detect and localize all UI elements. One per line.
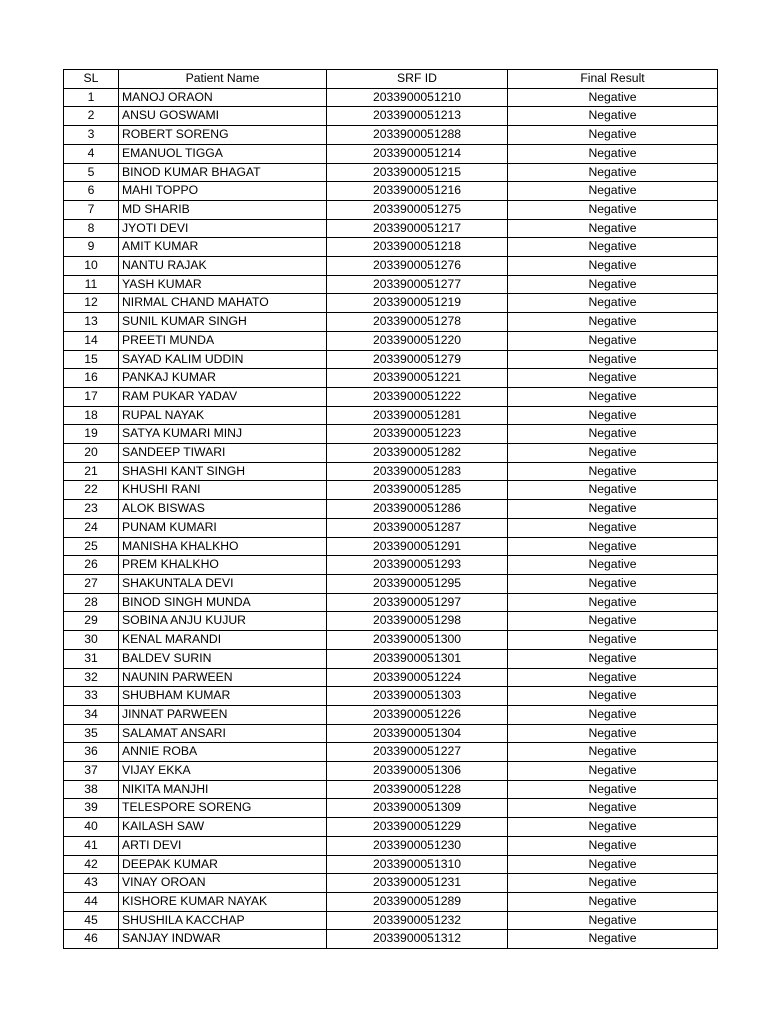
cell-sl: 25 — [64, 537, 119, 556]
table-row — [64, 126, 718, 145]
table-header — [64, 70, 718, 89]
cell-srf-id: 2033900051300 — [327, 631, 508, 650]
cell-patient-name: NANTU RAJAK — [119, 257, 327, 276]
cell-final-result: Negative — [508, 855, 718, 874]
cell-final-result: Negative — [508, 406, 718, 425]
cell-srf-id: 2033900051306 — [327, 762, 508, 781]
table-row — [64, 612, 718, 631]
cell-srf-id: 2033900051229 — [327, 818, 508, 837]
table-row — [64, 425, 718, 444]
cell-srf-id: 2033900051220 — [327, 331, 508, 350]
cell-srf-id: 2033900051286 — [327, 500, 508, 519]
cell-srf-id: 2033900051282 — [327, 444, 508, 463]
table-row — [64, 481, 718, 500]
cell-sl: 36 — [64, 743, 119, 762]
cell-srf-id: 2033900051283 — [327, 462, 508, 481]
cell-final-result: Negative — [508, 144, 718, 163]
cell-srf-id: 2033900051224 — [327, 668, 508, 687]
cell-final-result: Negative — [508, 631, 718, 650]
cell-final-result: Negative — [508, 350, 718, 369]
cell-srf-id: 2033900051232 — [327, 911, 508, 930]
cell-patient-name: MAHI TOPPO — [119, 182, 327, 201]
cell-sl: 8 — [64, 219, 119, 238]
cell-patient-name: PREETI MUNDA — [119, 331, 327, 350]
cell-sl: 17 — [64, 387, 119, 406]
cell-sl: 18 — [64, 406, 119, 425]
cell-patient-name: RAM PUKAR YADAV — [119, 387, 327, 406]
cell-srf-id: 2033900051277 — [327, 275, 508, 294]
cell-srf-id: 2033900051298 — [327, 612, 508, 631]
header-sl: SL — [64, 70, 119, 89]
cell-patient-name: KAILASH SAW — [119, 818, 327, 837]
cell-sl: 34 — [64, 705, 119, 724]
cell-patient-name: SOBINA ANJU KUJUR — [119, 612, 327, 631]
cell-srf-id: 2033900051303 — [327, 687, 508, 706]
table-row — [64, 874, 718, 893]
table-row — [64, 219, 718, 238]
cell-patient-name: DEEPAK KUMAR — [119, 855, 327, 874]
cell-patient-name: PUNAM KUMARI — [119, 518, 327, 537]
cell-patient-name: BINOD KUMAR BHAGAT — [119, 163, 327, 182]
cell-sl: 22 — [64, 481, 119, 500]
cell-patient-name: AMIT KUMAR — [119, 238, 327, 257]
table-row — [64, 799, 718, 818]
cell-srf-id: 2033900051210 — [327, 88, 508, 107]
cell-patient-name: VIJAY EKKA — [119, 762, 327, 781]
cell-srf-id: 2033900051223 — [327, 425, 508, 444]
cell-srf-id: 2033900051278 — [327, 313, 508, 332]
cell-patient-name: KHUSHI RANI — [119, 481, 327, 500]
cell-sl: 46 — [64, 930, 119, 949]
cell-patient-name: SALAMAT ANSARI — [119, 724, 327, 743]
table-row — [64, 200, 718, 219]
table-row — [64, 668, 718, 687]
cell-final-result: Negative — [508, 705, 718, 724]
cell-patient-name: BINOD SINGH MUNDA — [119, 593, 327, 612]
cell-final-result: Negative — [508, 874, 718, 893]
cell-final-result: Negative — [508, 481, 718, 500]
result-table — [63, 69, 718, 949]
cell-srf-id: 2033900051218 — [327, 238, 508, 257]
table-row — [64, 818, 718, 837]
cell-patient-name: ANNIE ROBA — [119, 743, 327, 762]
cell-sl: 19 — [64, 425, 119, 444]
cell-sl: 2 — [64, 107, 119, 126]
cell-patient-name: KENAL MARANDI — [119, 631, 327, 650]
cell-final-result: Negative — [508, 462, 718, 481]
table-row — [64, 518, 718, 537]
table-row — [64, 88, 718, 107]
table-row — [64, 182, 718, 201]
cell-patient-name: ARTI DEVI — [119, 836, 327, 855]
cell-sl: 42 — [64, 855, 119, 874]
cell-sl: 4 — [64, 144, 119, 163]
cell-patient-name: SAYAD KALIM UDDIN — [119, 350, 327, 369]
cell-sl: 3 — [64, 126, 119, 145]
cell-sl: 6 — [64, 182, 119, 201]
cell-sl: 15 — [64, 350, 119, 369]
cell-patient-name: ALOK BISWAS — [119, 500, 327, 519]
cell-srf-id: 2033900051291 — [327, 537, 508, 556]
cell-srf-id: 2033900051221 — [327, 369, 508, 388]
cell-sl: 35 — [64, 724, 119, 743]
cell-sl: 29 — [64, 612, 119, 631]
cell-srf-id: 2033900051289 — [327, 892, 508, 911]
cell-patient-name: KISHORE KUMAR NAYAK — [119, 892, 327, 911]
cell-sl: 43 — [64, 874, 119, 893]
table-row — [64, 350, 718, 369]
table-row — [64, 257, 718, 276]
cell-srf-id: 2033900051310 — [327, 855, 508, 874]
cell-srf-id: 2033900051301 — [327, 649, 508, 668]
cell-patient-name: MD SHARIB — [119, 200, 327, 219]
table-row — [64, 500, 718, 519]
cell-srf-id: 2033900051219 — [327, 294, 508, 313]
table-row — [64, 238, 718, 257]
cell-sl: 37 — [64, 762, 119, 781]
cell-srf-id: 2033900051295 — [327, 574, 508, 593]
table-row — [64, 649, 718, 668]
table-row — [64, 275, 718, 294]
table-row — [64, 462, 718, 481]
table-body — [64, 88, 718, 948]
cell-final-result: Negative — [508, 275, 718, 294]
cell-patient-name: SATYA KUMARI MINJ — [119, 425, 327, 444]
cell-final-result: Negative — [508, 574, 718, 593]
cell-sl: 30 — [64, 631, 119, 650]
table-row — [64, 724, 718, 743]
cell-patient-name: NAUNIN PARWEEN — [119, 668, 327, 687]
cell-final-result: Negative — [508, 892, 718, 911]
cell-srf-id: 2033900051312 — [327, 930, 508, 949]
cell-final-result: Negative — [508, 780, 718, 799]
table-row — [64, 406, 718, 425]
header-final-result: Final Result — [508, 70, 718, 89]
cell-sl: 10 — [64, 257, 119, 276]
cell-final-result: Negative — [508, 313, 718, 332]
table-row — [64, 780, 718, 799]
cell-final-result: Negative — [508, 182, 718, 201]
cell-final-result: Negative — [508, 649, 718, 668]
cell-srf-id: 2033900051288 — [327, 126, 508, 145]
cell-final-result: Negative — [508, 724, 718, 743]
table-row — [64, 705, 718, 724]
cell-patient-name: MANISHA KHALKHO — [119, 537, 327, 556]
cell-srf-id: 2033900051228 — [327, 780, 508, 799]
cell-sl: 5 — [64, 163, 119, 182]
cell-patient-name: SUNIL KUMAR SINGH — [119, 313, 327, 332]
cell-sl: 27 — [64, 574, 119, 593]
cell-final-result: Negative — [508, 444, 718, 463]
cell-final-result: Negative — [508, 294, 718, 313]
cell-srf-id: 2033900051293 — [327, 556, 508, 575]
cell-srf-id: 2033900051213 — [327, 107, 508, 126]
cell-srf-id: 2033900051226 — [327, 705, 508, 724]
cell-final-result: Negative — [508, 518, 718, 537]
cell-srf-id: 2033900051214 — [327, 144, 508, 163]
cell-patient-name: SHASHI KANT SINGH — [119, 462, 327, 481]
cell-srf-id: 2033900051222 — [327, 387, 508, 406]
cell-final-result: Negative — [508, 836, 718, 855]
cell-sl: 28 — [64, 593, 119, 612]
cell-final-result: Negative — [508, 219, 718, 238]
cell-sl: 11 — [64, 275, 119, 294]
cell-sl: 31 — [64, 649, 119, 668]
cell-srf-id: 2033900051279 — [327, 350, 508, 369]
cell-sl: 12 — [64, 294, 119, 313]
cell-sl: 13 — [64, 313, 119, 332]
table-row — [64, 743, 718, 762]
cell-final-result: Negative — [508, 818, 718, 837]
cell-sl: 38 — [64, 780, 119, 799]
cell-sl: 32 — [64, 668, 119, 687]
table-row — [64, 556, 718, 575]
cell-final-result: Negative — [508, 500, 718, 519]
cell-srf-id: 2033900051215 — [327, 163, 508, 182]
cell-sl: 16 — [64, 369, 119, 388]
cell-patient-name: EMANUOL TIGGA — [119, 144, 327, 163]
table-row — [64, 930, 718, 949]
cell-srf-id: 2033900051230 — [327, 836, 508, 855]
cell-sl: 26 — [64, 556, 119, 575]
cell-patient-name: ANSU GOSWAMI — [119, 107, 327, 126]
cell-srf-id: 2033900051217 — [327, 219, 508, 238]
cell-patient-name: NIKITA MANJHI — [119, 780, 327, 799]
cell-final-result: Negative — [508, 425, 718, 444]
cell-patient-name: PANKAJ KUMAR — [119, 369, 327, 388]
cell-srf-id: 2033900051287 — [327, 518, 508, 537]
cell-srf-id: 2033900051216 — [327, 182, 508, 201]
cell-sl: 39 — [64, 799, 119, 818]
table-row — [64, 369, 718, 388]
cell-srf-id: 2033900051304 — [327, 724, 508, 743]
cell-srf-id: 2033900051297 — [327, 593, 508, 612]
cell-sl: 7 — [64, 200, 119, 219]
cell-final-result: Negative — [508, 743, 718, 762]
table-row — [64, 331, 718, 350]
cell-final-result: Negative — [508, 257, 718, 276]
cell-patient-name: ROBERT SORENG — [119, 126, 327, 145]
cell-sl: 20 — [64, 444, 119, 463]
table-row — [64, 574, 718, 593]
table-row — [64, 537, 718, 556]
cell-patient-name: RUPAL NAYAK — [119, 406, 327, 425]
cell-srf-id: 2033900051309 — [327, 799, 508, 818]
table-row — [64, 294, 718, 313]
header-srf-id: SRF ID — [327, 70, 508, 89]
cell-final-result: Negative — [508, 107, 718, 126]
table-row — [64, 144, 718, 163]
cell-patient-name: MANOJ ORAON — [119, 88, 327, 107]
table-row — [64, 687, 718, 706]
cell-patient-name: SHUBHAM KUMAR — [119, 687, 327, 706]
cell-sl: 40 — [64, 818, 119, 837]
cell-srf-id: 2033900051227 — [327, 743, 508, 762]
cell-patient-name: SHUSHILA KACCHAP — [119, 911, 327, 930]
table-row — [64, 593, 718, 612]
cell-final-result: Negative — [508, 126, 718, 145]
header-patient-name: Patient Name — [119, 70, 327, 89]
cell-sl: 44 — [64, 892, 119, 911]
cell-sl: 24 — [64, 518, 119, 537]
table-row — [64, 163, 718, 182]
cell-patient-name: JINNAT PARWEEN — [119, 705, 327, 724]
cell-srf-id: 2033900051281 — [327, 406, 508, 425]
cell-srf-id: 2033900051276 — [327, 257, 508, 276]
table-row — [64, 631, 718, 650]
cell-final-result: Negative — [508, 762, 718, 781]
cell-final-result: Negative — [508, 556, 718, 575]
cell-final-result: Negative — [508, 612, 718, 631]
table-row — [64, 762, 718, 781]
cell-patient-name: NIRMAL CHAND MAHATO — [119, 294, 327, 313]
table-row — [64, 313, 718, 332]
cell-final-result: Negative — [508, 369, 718, 388]
cell-final-result: Negative — [508, 238, 718, 257]
cell-sl: 9 — [64, 238, 119, 257]
cell-patient-name: BALDEV SURIN — [119, 649, 327, 668]
cell-final-result: Negative — [508, 200, 718, 219]
table-row — [64, 892, 718, 911]
cell-final-result: Negative — [508, 163, 718, 182]
cell-final-result: Negative — [508, 88, 718, 107]
cell-sl: 21 — [64, 462, 119, 481]
cell-srf-id: 2033900051285 — [327, 481, 508, 500]
cell-patient-name: SHAKUNTALA DEVI — [119, 574, 327, 593]
cell-sl: 45 — [64, 911, 119, 930]
cell-srf-id: 2033900051231 — [327, 874, 508, 893]
table-row — [64, 911, 718, 930]
table-row — [64, 444, 718, 463]
cell-sl: 33 — [64, 687, 119, 706]
cell-final-result: Negative — [508, 799, 718, 818]
cell-patient-name: SANJAY INDWAR — [119, 930, 327, 949]
cell-final-result: Negative — [508, 331, 718, 350]
table-row — [64, 107, 718, 126]
cell-final-result: Negative — [508, 668, 718, 687]
cell-sl: 14 — [64, 331, 119, 350]
cell-final-result: Negative — [508, 387, 718, 406]
cell-final-result: Negative — [508, 687, 718, 706]
header-row — [64, 70, 718, 89]
cell-sl: 23 — [64, 500, 119, 519]
cell-srf-id: 2033900051275 — [327, 200, 508, 219]
cell-patient-name: PREM KHALKHO — [119, 556, 327, 575]
cell-patient-name: SANDEEP TIWARI — [119, 444, 327, 463]
cell-final-result: Negative — [508, 537, 718, 556]
table-row — [64, 855, 718, 874]
table-row — [64, 387, 718, 406]
cell-patient-name: VINAY OROAN — [119, 874, 327, 893]
cell-patient-name: JYOTI DEVI — [119, 219, 327, 238]
cell-sl: 41 — [64, 836, 119, 855]
cell-final-result: Negative — [508, 930, 718, 949]
cell-patient-name: TELESPORE SORENG — [119, 799, 327, 818]
cell-final-result: Negative — [508, 911, 718, 930]
cell-sl: 1 — [64, 88, 119, 107]
cell-final-result: Negative — [508, 593, 718, 612]
table-row — [64, 836, 718, 855]
cell-patient-name: YASH KUMAR — [119, 275, 327, 294]
